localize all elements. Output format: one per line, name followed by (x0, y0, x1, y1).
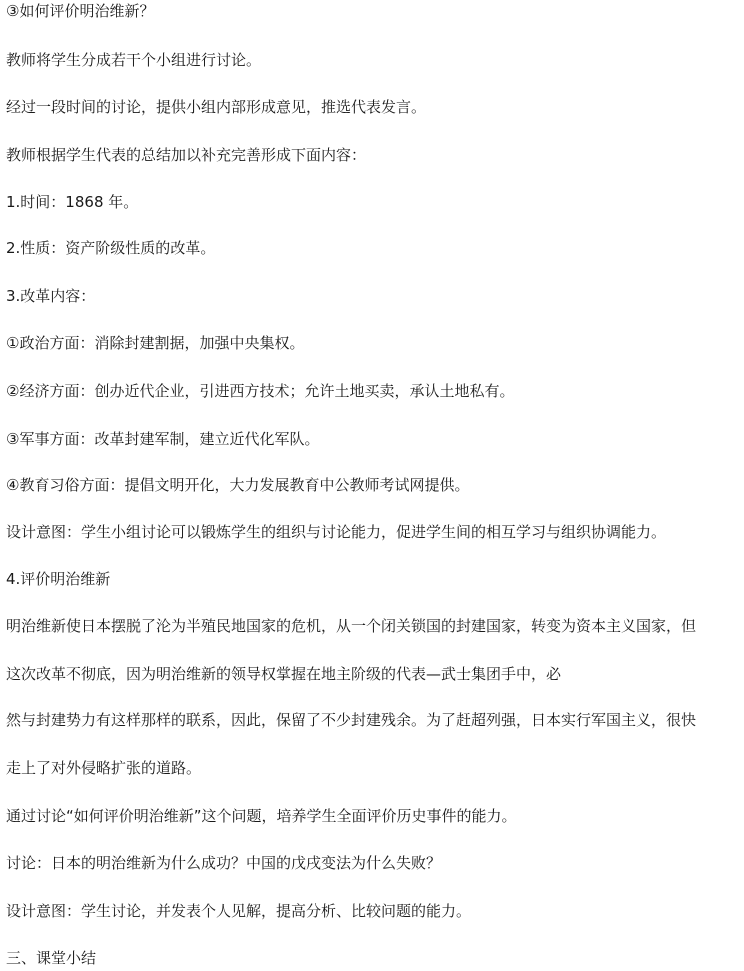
design-intent: 设计意图：学生讨论，并发表个人见解，提高分析、比较问题的能力。 (6, 902, 472, 920)
sub-item-politics: ①政治方面：消除封建割据，加强中央集权。 (6, 334, 305, 352)
list-item-content: 3.改革内容： (6, 287, 96, 305)
sub-item-economy: ②经济方面：创办近代企业，引进西方技术；允许土地买卖，承认土地私有。 (6, 382, 515, 400)
paragraph: 经过一段时间的讨论，提供小组内部形成意见，推选代表发言。 (6, 98, 427, 116)
list-item-evaluation: 4.评价明治维新 (6, 570, 111, 588)
list-item-time: 1.时间：1868 年。 (6, 193, 139, 211)
design-intent: 设计意图：学生小组讨论可以锻炼学生的组织与讨论能力，促进学生间的相互学习与组织协调能力。 (6, 523, 667, 541)
section-heading: 三、课堂小结 (6, 949, 97, 967)
paragraph: 走上了对外侵略扩张的道路。 (6, 759, 202, 777)
paragraph: 这次改革不彻底，因为明治维新的领导权掌握在地主阶级的代表—武士集团手中，必 (6, 665, 562, 683)
paragraph: 明治维新使日本摆脱了沦为半殖民地国家的危机，从一个闭关锁国的封建国家，转变为资本主义国家，但 (6, 617, 697, 635)
sub-item-education: ④教育习俗方面：提倡文明开化，大力发展教育中公教师考试网提供。 (6, 476, 470, 494)
list-item-nature: 2.性质：资产阶级性质的改革。 (6, 239, 216, 257)
question-heading: ③如何评价明治维新？ (6, 2, 155, 20)
paragraph: 教师根据学生代表的总结加以补充完善形成下面内容： (6, 146, 367, 164)
sub-item-military: ③军事方面：改革封建军制，建立近代化军队。 (6, 430, 320, 448)
paragraph: 教师将学生分成若干个小组进行讨论。 (6, 51, 262, 69)
paragraph: 然与封建势力有这样那样的联系，因此，保留了不少封建残余。为了赶超列强，日本实行军国主义，很快 (6, 711, 697, 729)
paragraph: 通过讨论“如何评价明治维新”这个问题，培养学生全面评价历史事件的能力。 (6, 807, 517, 825)
discussion-question: 讨论：日本的明治维新为什么成功？中国的戊戌变法为什么失败？ (6, 854, 442, 872)
